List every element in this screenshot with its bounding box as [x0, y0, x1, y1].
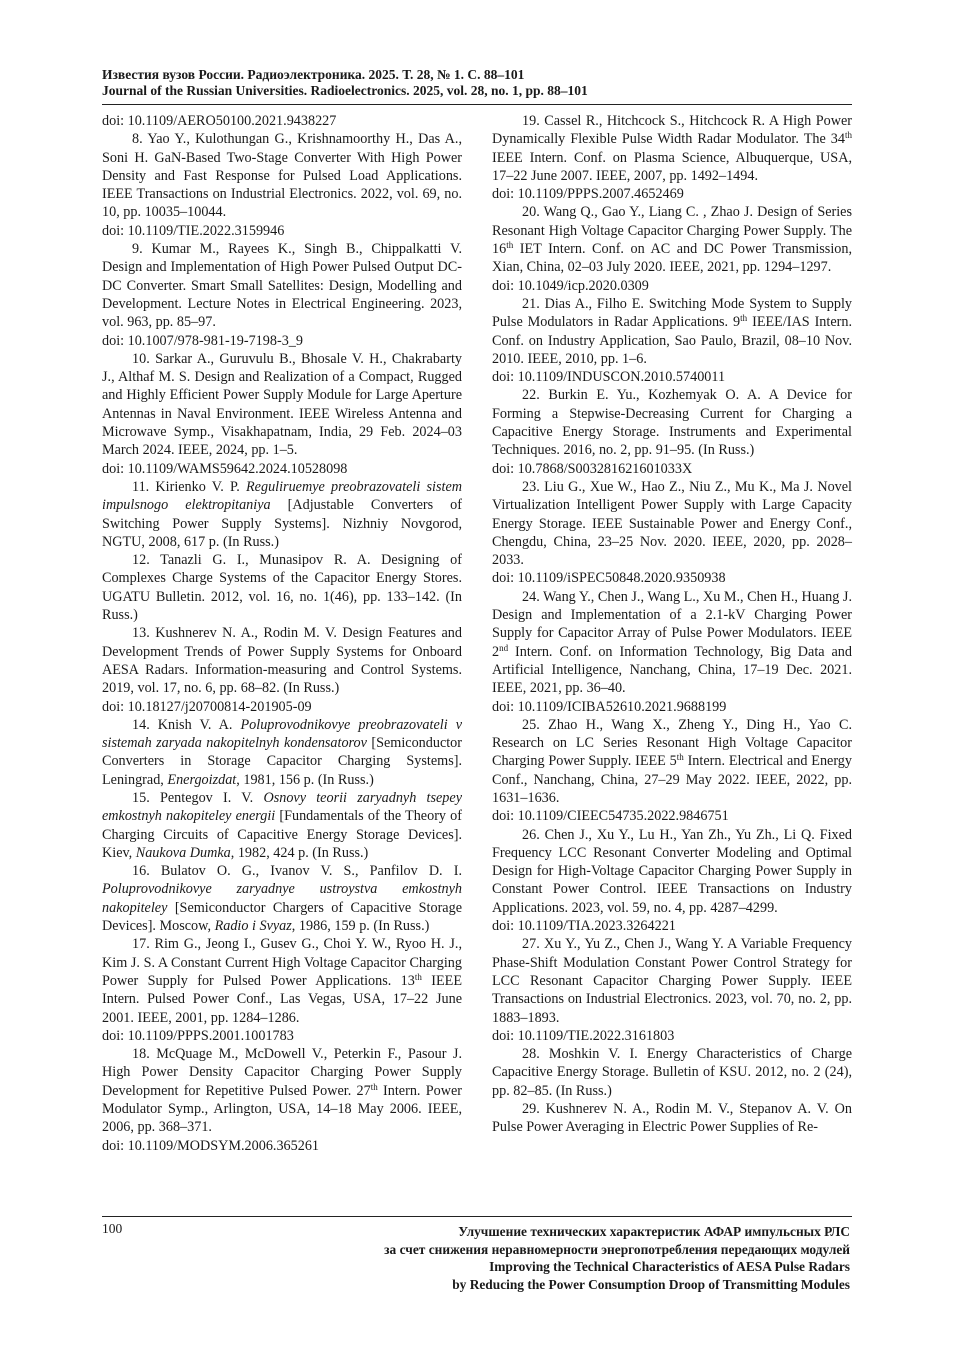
reference-14: 14. Knish V. A. Poluprovodnikovye preobrazovateli v sistemah zaryada nakopitelnyh kondensatorov [Semiconductor Converters in Storage Capacitor Charging Systems]. Leningrad, Energoizdat, 1981, 156 p. (In Russ.)	[102, 716, 463, 788]
reference-doi: doi: 10.1109/TIE.2022.3161803	[492, 1027, 675, 1044]
reference-doi: doi: 10.1109/PPPS.2001.1001783	[102, 1027, 294, 1044]
reference-12: 12. Tanazli G. I., Munasipov R. A. Designing of Complexes Charge Systems of the Capacitor Energy Stores. UGATU Bulletin. 2012, vol. 16, no. 1(46), pp. 133–142. (In Russ.)	[102, 552, 462, 624]
reference-17: 17. Rim G., Jeong I., Gusev G., Choi Y. W., Ryoo H. J., Kim J. S. A Constant Current High Voltage Capacitor Charging Power Supply for Pulsed Power Applications. 13th IEEE Intern. Pulsed Power Conf., Las Vegas, USA, 17–22 June 2001. IEEE, 2001, pp. 1284–1286.	[102, 936, 463, 1026]
footer-title-ru-1: Улучшение технических характеристик АФАР импульсных РЛС	[458, 1224, 850, 1239]
reference-publisher: Energoizdat	[167, 771, 237, 788]
reference-publisher: Naukova Dumka	[135, 844, 231, 861]
reference-title: Poluprovodnikovye zaryadnye ustroystva emkostnyh nakopiteley	[102, 881, 462, 916]
reference-20: 20. Wang Q., Gao Y., Liang C. , Zhao J. Design of Series Resonant High Voltage Capacitor Charging Power Supply. The 16th IET Intern. Conf. on AC and DC Power Transmission, Xian, China, 02–03 July 2020. IEEE, 2021, pp. 1294–1297.	[492, 204, 852, 276]
reference-title: Reguliruemye preobrazovateli sistem impulsnogo elektropitaniya	[102, 478, 462, 514]
reference-doi: doi: 10.1109/iSPEC50848.2020.9350938	[492, 570, 726, 587]
reference-title: Osnovy teorii zaryadnyh tsepey emkostnyh nakopiteley energii	[102, 789, 462, 825]
reference-15: 15. Pentegov I. V. Osnovy teorii zaryadnyh tsepey emkostnyh nakopiteley energii [Fundamentals of the Theory of Charging Circuits of Capacitive Energy Storage Devices]. Kiev, Naukova Dumka, 1982, 424 p. (In Russ.)	[102, 789, 462, 861]
reference-doi: doi: 10.1109/INDUSCON.2010.5740011	[492, 369, 726, 386]
reference-doi: doi: 10.1109/PPPS.2007.4652469	[492, 186, 684, 203]
reference-11: 11. Kirienko V. P. Reguliruemye preobrazovateli sistem impulsnogo elektropitaniya [Adjustable Converters of Switching Power Supply Systems]. Nizhniy Novgorod, NGTU, 2008, 617 p. (In Russ.)	[102, 478, 463, 550]
reference-doi: doi: 10.1109/WAMS59642.2024.10528098	[102, 460, 348, 477]
header-divider	[102, 104, 852, 105]
reference-doi: doi: 10.1109/ICIBA52610.2021.9688199	[492, 698, 727, 715]
reference-doi: doi: 10.1109/CIEEC54735.2022.9846751	[492, 808, 729, 825]
reference-21: 21. Dias A., Filho E. Switching Mode System to Supply Pulse Modulators in Radar Applications. 9th IEEE/IAS Intern. Conf. on Industry Application, Sao Paulo, Brazil, 08–10 Nov. 2010. IEEE, 2010, pp. 1–6.	[492, 295, 853, 367]
reference-doi: doi: 10.1109/MODSYM.2006.365261	[102, 1137, 320, 1154]
reference-8: 8. Yao Y., Kulothungan G., Krishnamoorthy H., Das A., Soni H. GaN-Based Two-Stage Converter With High Power Density and Fast Response for Pulsed Load Applications. IEEE Transactions on Industrial Electronics. 2022, vol. 69, no. 10, pp. 10035–10044.	[102, 131, 462, 221]
reference-22: 22. Burkin E. Yu., Kozhemyak O. A. A Device for Forming a Stepwise-Decreasing Current for Charging a Capacitive Energy Storage. Instruments and Experimental Techniques. 2016, no. 2, pp. 91–95. (In Russ.)	[492, 387, 852, 459]
reference-publisher: Radio i Svyaz	[214, 918, 292, 935]
reference-title: Poluprovodnikovye preobrazovateli v sistemah zaryada nakopitelnyh kondensatorov	[102, 716, 462, 752]
reference-26: 26. Chen J., Xu Y., Lu H., Yan Zh., Yu Zh., Li Q. Fixed Frequency LCC Resonant Converter Modeling and Optimal Design for High-Voltage Capacitor Charging Power Supply in Constant Power Control. IEEE Transactions on Industry Applications. 2023, vol. 59, no. 4, pp. 4287–4299.	[492, 826, 852, 916]
footer-title-en-2: by Reducing the Power Consumption Droop of Transmitting Modules	[452, 1276, 850, 1292]
reference-doi: doi: 10.1109/TIE.2022.3159946	[102, 222, 285, 239]
footer-title-en-1: Improving the Technical Characteristics of AESA Pulse Radars	[489, 1259, 850, 1275]
reference-27: 27. Xu Y., Yu Z., Chen J., Wang Y. A Variable Frequency Phase-Shift Modulation Constant Power Control Strategy for LCC Resonant Capacitor Charging Power Supply. IEEE Transactions on Industrial Electronics. 2023, vol. 70, no. 2, pp. 1883–1893.	[492, 936, 852, 1026]
reference-doi: doi: 10.7868/S003281621601033X	[492, 460, 693, 477]
reference-16: 16. Bulatov O. G., Ivanov V. S., Panfilov D. I. Poluprovodnikovye zaryadnye ustroystva emkostnyh nakopiteley [Semiconductor Chargers of Capacitive Storage Devices]. Moscow, Radio i Svyaz, 1986, 159 p. (In Russ.)	[102, 863, 462, 935]
footer-divider	[102, 1216, 852, 1217]
reference-24: 24. Wang Y., Chen J., Wang L., Xu M., Chen H., Huang J. Design and Implementation of a 2.1-kV Charging Power Supply for Capacitor Array of Pulse Power Modulators. IEEE 2nd Intern. Conf. on Information Technology, Big Data and Artificial Intelligence, Nanchang, China, 17–19 Dec. 2021. IEEE, 2021, pp. 36–40.	[492, 588, 852, 697]
reference-29: 29. Kushnerev N. A., Rodin M. V., Stepanov A. V. On Pulse Power Averaging in Electric Power Supplies of Re-	[492, 1101, 852, 1136]
references-left-column	[102, 112, 462, 1155]
reference-18: 18. McQuage M., McDowell V., Peterkin F., Pasour J. High Power Density Capacitor Charging Power Supply Development for Repetitive Pulsed Power. 27th Intern. Power Modulator Symp., Arlington, USA, 14–18 May 2006. IEEE, 2006, pp. 368–371.	[102, 1046, 462, 1136]
running-header	[102, 67, 852, 99]
reference-9: 9. Kumar M., Rayees K., Singh B., Chippalkatti V. Design and Implementation of High Power Pulsed Output DC-DC Converter. Smart Small Satellites: Design, Modelling and Development. Lecture Notes in Electrical Engineering. 2023, vol. 963, pp. 85–97.	[102, 241, 462, 331]
footer-title-ru-2: за счет снижения неравномерности энергопотребления передающих модулей	[384, 1241, 850, 1257]
references-right-column	[492, 112, 852, 1137]
reference-doi: doi: 10.18127/j20700814-201905-09	[102, 698, 312, 715]
running-footer	[384, 1223, 850, 1293]
reference-doi: doi: 10.1109/AERO50100.2021.9438227	[102, 113, 337, 129]
header-journal-ru: Известия вузов России. Радиоэлектроника. 2025. Т. 28, № 1. С. 88–101	[102, 67, 525, 82]
reference-19: 19. Cassel R., Hitchcock S., Hitchcock R. A High Power Dynamically Flexible Pulse Width Radar Modulator. The 34th IEEE Intern. Conf. on Plasma Science, Albuquerque, USA, 17–22 June 2007. IEEE, 2007, pp. 1492–1494.	[492, 113, 852, 184]
reference-28: 28. Moshkin V. I. Energy Characteristics of Charge Capacitive Energy Storage. Bulletin of KSU. 2012, no. 2 (24), pp. 82–85. (In Russ.)	[492, 1046, 852, 1099]
page-number: 100	[102, 1221, 123, 1236]
reference-doi: doi: 10.1007/978-981-19-7198-3_9	[102, 332, 303, 349]
reference-13: 13. Kushnerev N. A., Rodin M. V. Design Features and Development Trends of Power Supply Systems for Onboard AESA Radars. Information-measuring and Control Systems. 2019, vol. 17, no. 6, pp. 68–82. (In Russ.)	[102, 625, 462, 697]
reference-25: 25. Zhao H., Wang X., Zheng Y., Ding H., Yao C. Research on LC Series Resonant High Voltage Capacitor Charging Power Supply. IEEE 5th Intern. Electrical and Energy Conf., Nanchang, China, 27–29 May 2022. IEEE, 2022, pp. 1631–1636.	[492, 716, 852, 806]
reference-23: 23. Liu G., Xue W., Hao Z., Niu Z., Mu K., Ma J. Novel Virtualization Intelligent Power Supply with Large Capacity Energy Storage. IEEE Sustainable Power and Energy Conf., Chengdu, China, 23–25 Nov. 2020. IEEE, 2020, pp. 2028–2033.	[492, 478, 852, 569]
reference-doi: doi: 10.1049/icp.2020.0309	[492, 277, 649, 294]
header-journal-en: Journal of the Russian Universities. Radioelectronics. 2025, vol. 28, no. 1, pp. 88–101	[102, 83, 588, 98]
reference-doi: doi: 10.1109/TIA.2023.3264221	[492, 918, 676, 935]
reference-10: 10. Sarkar A., Guruvulu B., Bhosale V. H., Chakrabarty J., Althaf M. S. Design and Realization of a Compact, Rugged and Highly Efficient Power Supply Module for Large Aperture Antennas in Naval Environment. IEEE Wireless Antenna and Microwave Symp., Visakhapatnam, India, 29 Feb. 2024–03 March 2024. IEEE, 2024, pp. 1–5.	[102, 350, 462, 459]
